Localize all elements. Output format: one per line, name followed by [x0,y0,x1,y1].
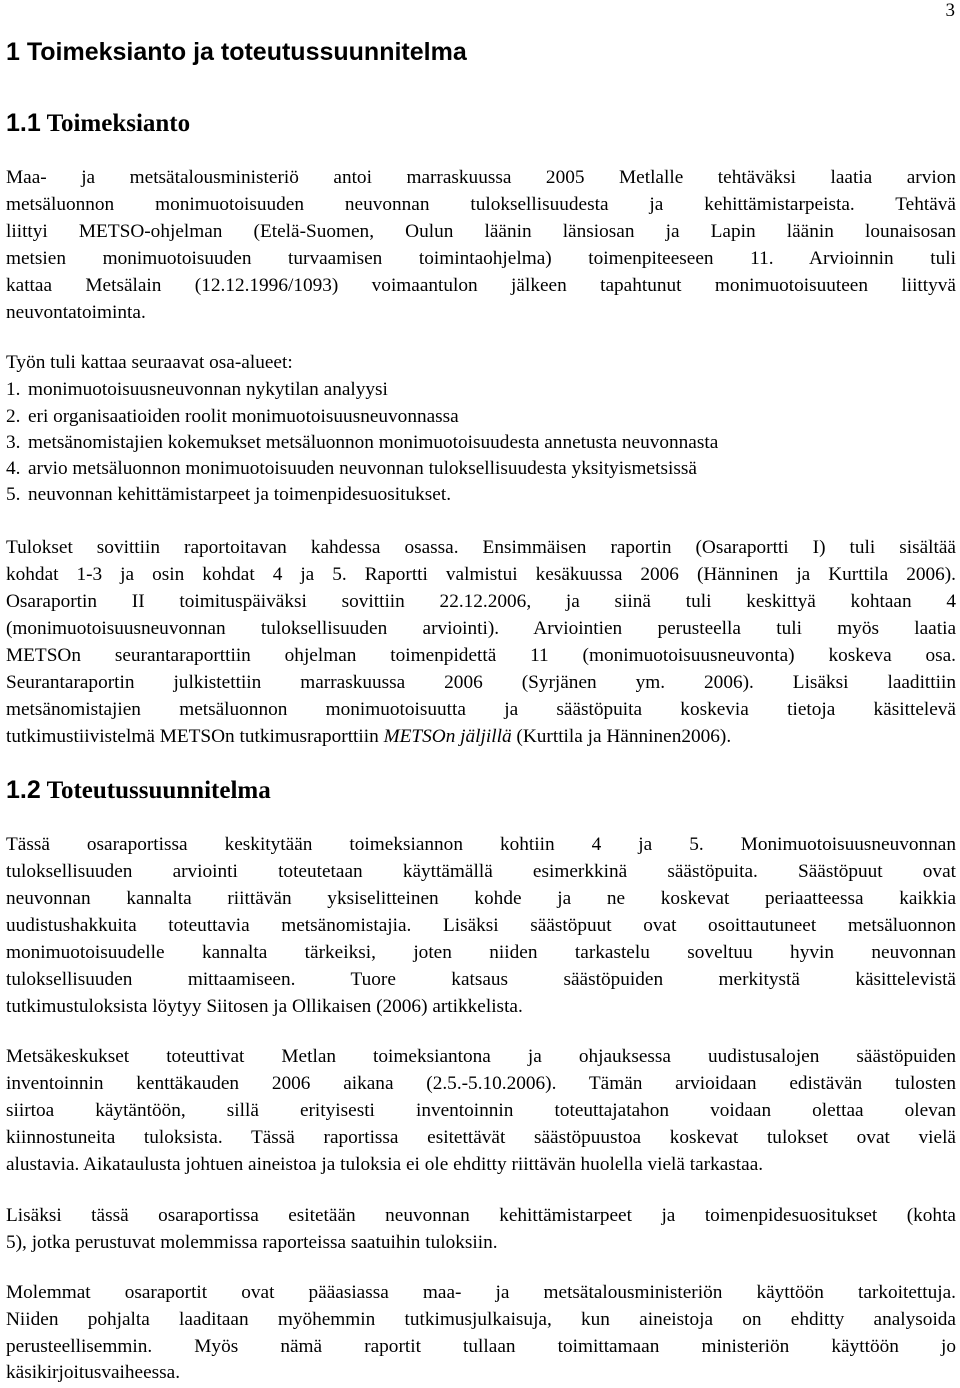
list-item [6,456,956,482]
paragraph-line: metsänomistajien metsäluonnon monimuotoisuutta ja säästöpuita koskevia tietoja käsittelevä [6,699,956,720]
paragraph-line: tuloksellisuuden arviointi toteutetaan käyttämällä esimerkkinä säästöpuita. Säästöpuut ovat [6,861,956,882]
list-item-number: 4. [6,458,21,479]
list-item [6,482,956,508]
paragraph-line: kohdat 1-3 ja osin kohdat 4 ja 5. Raportti valmistui kesäkuussa 2006 (Hänninen ja Kurttila 2006). [6,564,956,585]
paragraph-line: inventoinnin kenttäkauden 2006 aikana (2.5.-5.10.2006). Tämän arvioidaan edistävän tulosten [6,1073,956,1094]
list-item-text: neuvonnan kehittämistarpeet ja toimenpidesuositukset. [28,484,452,505]
section-title: Toimeksianto [46,110,191,137]
paragraph-line: neuvontatoiminta. [6,302,146,323]
paragraph-line: Molemmat osaraportit ovat pääasiassa maa- ja metsätalousministeriön käyttöön tarkoitettuja. [6,1282,956,1303]
text-span: (Kurttila ja Hänninen2006). [511,726,732,747]
paragraph-line: metsäluonnon monimuotoisuuden neuvonnan tuloksellisuudesta ja kehittämistarpeista. Tehtävä [6,194,956,215]
paragraph-line: Metsäkeskukset toteuttivat Metlan toimeksiantona ja ohjauksessa uudistusalojen säästöpuiden [6,1046,956,1067]
list-item-number: 1. [6,379,21,400]
paragraph-line: Niiden pohjalta laaditaan myöhemmin tutkimusjulkaisuja, kun aineistoja on ehditty analysoida [6,1309,956,1330]
list-item-text: arvio metsäluonnon monimuotoisuuden neuvonnan tuloksellisuudesta yksityismetsissä [28,458,697,479]
list-item [6,430,956,456]
paragraph-line: käsikirjoitusvaiheessa. [6,1362,181,1383]
list-item [6,404,956,430]
section-number: 1.2 [6,776,41,804]
paragraph-line: (monimuotoisuusneuvonnan tuloksellisuuden arviointi). Arviointien perusteella tuli myös laatia [6,618,956,639]
paragraph-line: Osaraportin II toimituspäiväksi sovittiin 22.12.2006, ja siinä tuli keskittyä kohtaan 4 [6,591,956,612]
section-heading-toteutussuunnitelma [6,776,271,805]
section-title: Toteutussuunnitelma [46,777,271,804]
paragraph-line: liittyi METSO-ohjelman (Etelä-Suomen, Oulun läänin länsiosan ja Lapin läänin lounaisosan [6,221,956,242]
paragraph-line-with-italic [6,724,956,750]
paragraph-line: tuloksellisuuden mittaamiseen. Tuore katsaus säästöpuiden merkitystä käsittelevistä [6,969,956,990]
chapter-heading: 1 Toimeksianto ja toteutussuunnitelma [6,38,467,66]
list-item-number: 3. [6,432,21,453]
paragraph-line: METSOn seurantaraporttiin ohjelman toimenpidettä 11 (monimuotoisuusneuvonta) koskeva osa. [6,645,956,666]
paragraph-line: metsien monimuotoisuuden turvaamisen toimintaohjelma) toimenpiteeseen 11. Arvioinnin tuli [6,248,956,269]
paragraph-line: Tulokset sovittiin raportoitavan kahdessa osassa. Ensimmäisen raportin (Osaraportti I) tuli sisältää [6,537,956,558]
paragraph-line: perusteellisemmin. Myös nämä raportit tullaan toimittamaan ministeriön käyttöön jo [6,1336,956,1357]
paragraph-line: Maa- ja metsätalousministeriö antoi marraskuussa 2005 Metlalle tehtäväksi laatia arvion [6,167,956,188]
paragraph-line: tutkimustuloksista löytyy Siitosen ja Ollikaisen (2006) artikkelista. [6,996,523,1017]
paragraph-line: siirtoa käytäntöön, sillä erityisesti inventoinnin toteuttajatahon voidaan olettaa olevan [6,1100,956,1121]
paragraph-line: Tässä osaraportissa keskitytään toimeksiannon kohtiin 4 ja 5. Monimuotoisuusneuvonnan [6,834,956,855]
paragraph-line: uudistushakkuita toteuttavia metsänomistajia. Lisäksi säästöpuut ovat osoittautuneet metsäluonnon [6,915,956,936]
paragraph-line: kattaa Metsälain (12.12.1996/1093) voimaantulon jälkeen tapahtunut monimuotoisuuteen liittyvä [6,275,956,296]
section-heading-toimeksianto [6,109,190,138]
list-item-text: metsänomistajien kokemukset metsäluonnon monimuotoisuudesta annetusta neuvonnasta [28,432,719,453]
page-number: 3 [945,0,955,21]
list-item-text: eri organisaatioiden roolit monimuotoisuusneuvonnassa [28,406,459,427]
paragraph-line: Lisäksi tässä osaraportissa esitetään neuvonnan kehittämistarpeet ja toimenpidesuositukset (kohta [6,1205,956,1226]
text-span: tutkimustiivistelmä METSOn tutkimusraporttiin [6,726,384,747]
paragraph-line: alustavia. Aikataulusta johtuen aineistoa ja tuloksia ei ole ehditty riittävän huolella vielä tarkastaa. [6,1154,764,1175]
report-title-italic: METSOn jäljillä [383,726,512,747]
list-intro: Työn tuli kattaa seuraavat osa-alueet: [6,352,293,373]
list-item-text: monimuotoisuusneuvonnan nykytilan analyysi [28,379,388,400]
section-number: 1.1 [6,109,41,137]
paragraph-line: monimuotoisuudelle kannalta tärkeiksi, joten niiden tarkastelu soveltuu hyvin neuvonnan [6,942,956,963]
list-item [6,377,956,403]
list-item-number: 2. [6,406,21,427]
paragraph-line: neuvonnan kannalta riittävän yksiselitteinen kohde ja ne koskevat periaatteessa kaikkia [6,888,956,909]
list-item-number: 5. [6,484,21,505]
paragraph-line: Seurantaraportin julkistettiin marraskuussa 2006 (Syrjänen ym. 2006). Lisäksi laadittiin [6,672,956,693]
paragraph-line: 5), jotka perustuvat molemmissa raporteissa saatuihin tuloksiin. [6,1232,498,1253]
paragraph-line: kiinnostuneita tuloksista. Tässä raportissa esitettävät säästöpuustoa koskevat tulokset ovat vielä [6,1127,956,1148]
